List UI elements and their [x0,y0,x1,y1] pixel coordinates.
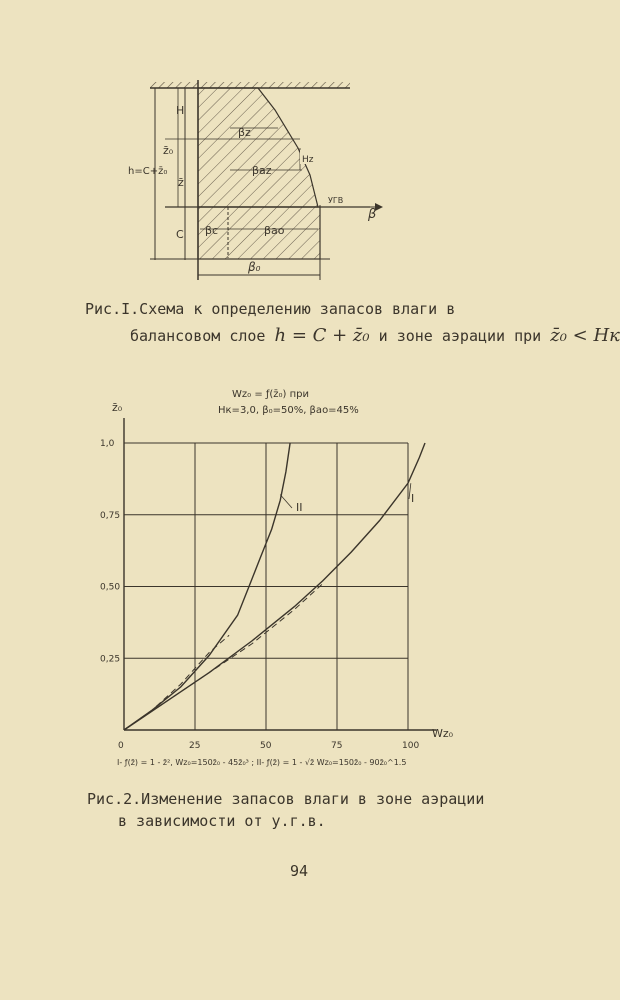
label-beta-az: βaz [252,164,272,177]
series-line-dashed-2 [124,635,229,730]
label-beta-c: βc [205,224,219,237]
x-tick-label: 0 [118,741,124,751]
chart-header-line-1: Wz₀ = ƒ(z̄₀) при [232,389,310,400]
x-axis-title: Wz₀ [432,727,454,740]
series-label-I: I [411,492,415,505]
y-tick-label: 0,25 [100,654,121,665]
label-Hz: Hz [302,155,314,165]
label-beta-ao: βao [264,224,285,237]
label-beta: β [368,207,377,222]
y-tick-label: 0,50 [100,582,121,593]
leader-II [280,495,292,508]
figure-2-chart [0,375,601,775]
label-beta-z: βz [238,126,251,139]
ground-surface [150,82,350,88]
y-tick-label: 0,75 [100,510,121,521]
chart-ticks [100,439,419,751]
aeration-zone-hatched [198,88,318,207]
caption-text-2: и зоне аэрации при [369,327,551,345]
label-C: C [176,228,184,241]
figure-1-diagram [0,0,601,300]
x-tick-label: 100 [402,741,420,751]
chart-grid [124,418,436,730]
label-ugv: УГВ [328,196,344,205]
figure-1-caption-line-1: Рис.I.Схема к определению запасов влаги в [85,300,456,318]
caption-math: h = C + z̄₀ [274,325,370,346]
x-tick-label: 25 [189,741,201,751]
caption-text: балансовом слое [130,327,275,345]
chart-header-line-2: Hк=3,0, β₀=50%, βао=45% [218,405,359,416]
x-tick-label: 75 [331,741,343,751]
x-tick-label: 50 [260,741,272,751]
label-h-eq: h=C+z̄₀ [128,166,168,177]
y-axis-title: z̄₀ [112,401,123,414]
figure-2-caption-line-1: Рис.2.Изменение запасов влаги в зоне аэрации [87,790,485,808]
formula-line: I- ƒ(z̄) = 1 - z̄², Wz₀=150z̄₀ - 45z̄₀³ ; II- ƒ(z̄) = 1 - √z̄ Wz₀=150z̄₀ - 90z̄₀^1.5 [117,758,407,767]
y-tick-label: 1,0 [100,439,115,449]
label-H: H [176,104,185,117]
figure-2-caption-line-2: в зависимости от у.г.в. [118,812,326,830]
label-z0: z̄₀ [163,144,174,157]
caption-math-2: z̄₀ < Hк [550,325,620,346]
label-beta-0: β₀ [248,260,261,274]
figure-1-caption-line-2 [130,325,620,347]
label-z: z̄ [178,176,184,189]
page-number: 94 [290,862,309,880]
series-label-II: II [296,501,303,514]
